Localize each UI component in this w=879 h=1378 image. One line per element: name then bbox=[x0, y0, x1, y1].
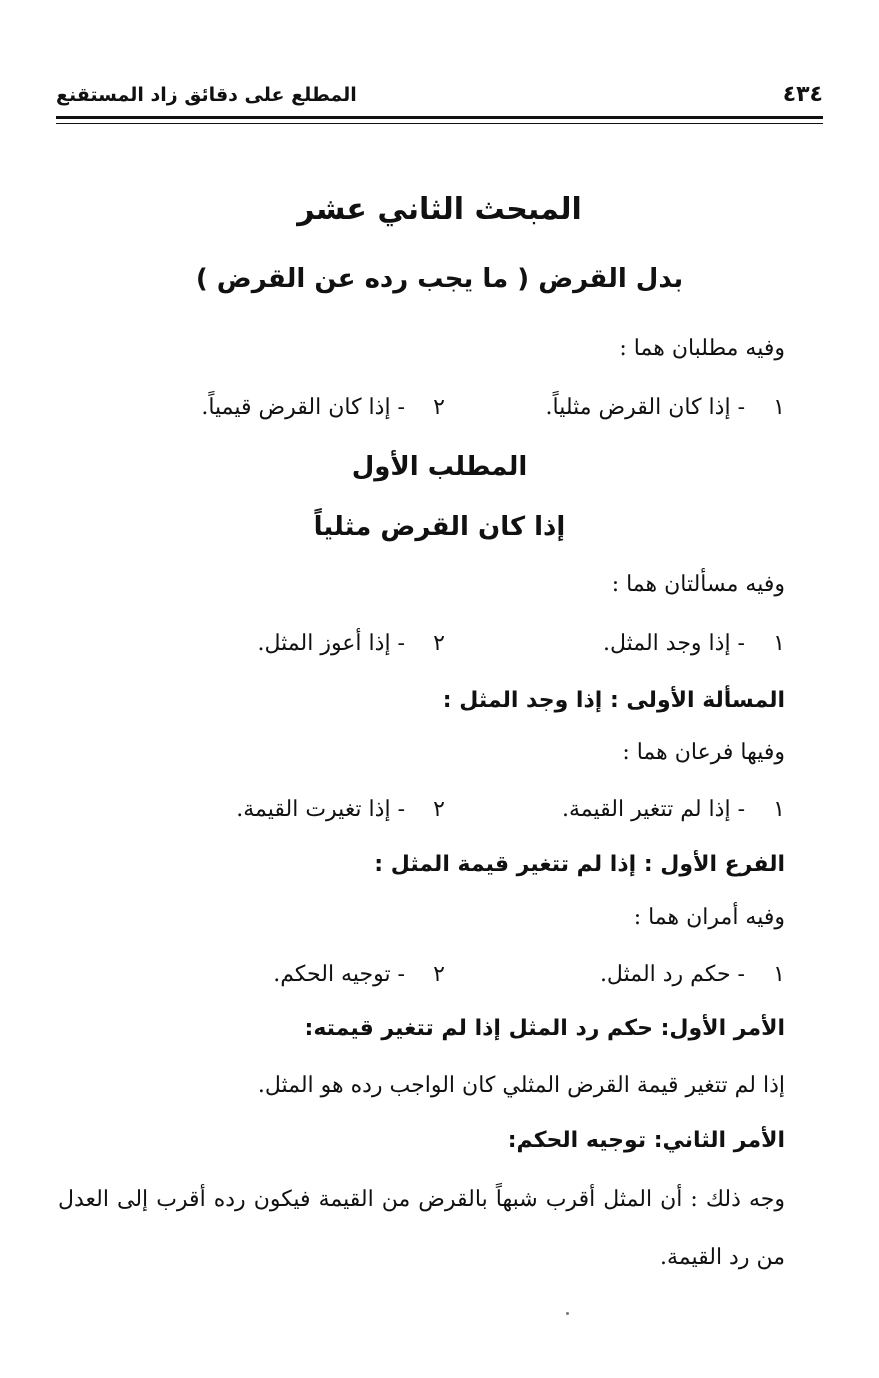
masala-intro: وفيها فرعان هما : bbox=[622, 740, 785, 765]
header-rule-thin bbox=[56, 123, 823, 124]
header-rule-thick bbox=[56, 116, 823, 119]
book-title: المطلع على دقائق زاد المستقنع bbox=[56, 84, 357, 106]
list-item: ٢ - إذا كان القرض قيمياً. bbox=[201, 395, 445, 420]
list-item: ١ - إذا وجد المثل. bbox=[602, 631, 785, 656]
page-number: ٤٣٤ bbox=[782, 82, 823, 107]
page-speck bbox=[566, 1312, 569, 1315]
list-item: ٢ - إذا تغيرت القيمة. bbox=[236, 797, 445, 822]
section-intro: وفيه مطلبان هما : bbox=[619, 336, 785, 361]
amr1-text: إذا لم تتغير قيمة القرض المثلي كان الواجب رده هو المثل. bbox=[257, 1073, 785, 1098]
amr2-text: وجه ذلك : أن المثل أقرب شبهاً بالقرض من القيمة فيكون رده أقرب إلى العدل من رد القيمة. bbox=[58, 1187, 785, 1270]
amr1-heading: الأمر الأول: حكم رد المثل إذا لم تتغير قيمته: bbox=[304, 1016, 785, 1041]
section-subtitle: بدل القرض ( ما يجب رده عن القرض ) bbox=[195, 264, 684, 294]
amr2-heading: الأمر الثاني: توجيه الحكم: bbox=[507, 1128, 785, 1153]
section-title: المبحث الثاني عشر bbox=[297, 192, 582, 227]
running-header bbox=[56, 82, 823, 114]
list-item: ١ - إذا كان القرض مثلياً. bbox=[545, 395, 785, 420]
matlab-subtitle: إذا كان القرض مثلياً bbox=[313, 512, 566, 542]
matlab-intro: وفيه مسألتان هما : bbox=[611, 572, 785, 597]
far-heading: الفرع الأول : إذا لم تتغير قيمة المثل : bbox=[374, 852, 785, 877]
matlab-title: المطلب الأول bbox=[351, 452, 528, 482]
list-item: ٢ - توجيه الحكم. bbox=[273, 962, 445, 987]
list-item: ١ - حكم رد المثل. bbox=[599, 962, 785, 987]
list-item: ١ - إذا لم تتغير القيمة. bbox=[561, 797, 785, 822]
far-intro: وفيه أمران هما : bbox=[633, 905, 785, 930]
list-item: ٢ - إذا أعوز المثل. bbox=[257, 631, 445, 656]
masala-heading: المسألة الأولى : إذا وجد المثل : bbox=[442, 688, 785, 713]
